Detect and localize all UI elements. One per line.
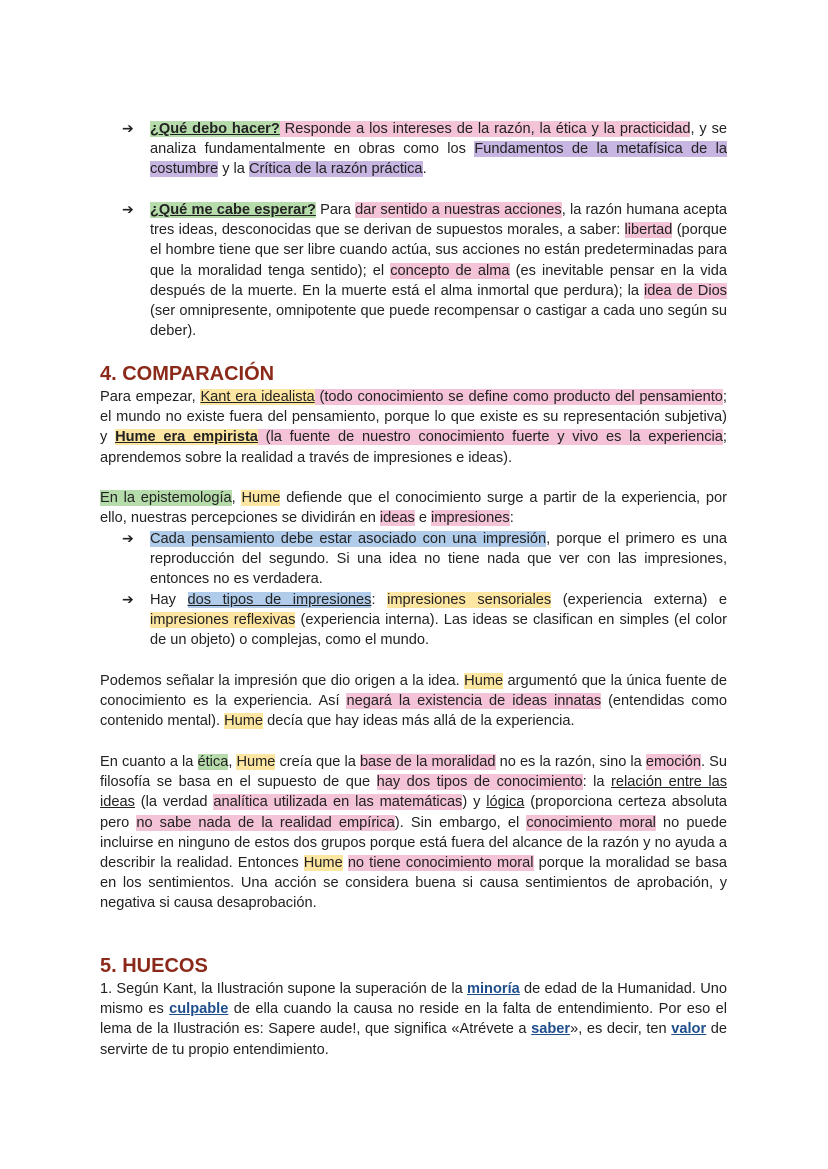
highlight: (todo conocimiento se define como producto del pensamiento xyxy=(314,389,723,405)
highlight: negará la existencia de ideas innatas xyxy=(346,693,602,710)
right-arrow-icon: ➔ xyxy=(122,202,134,218)
paragraph-impresion-origen xyxy=(100,671,727,732)
text: Para empezar, xyxy=(100,389,201,405)
question-heading: ¿Qué me cabe esperar? xyxy=(150,202,316,218)
highlight: impresiones reflexivas xyxy=(150,612,296,629)
highlight-topic: En la epistemología xyxy=(100,490,232,506)
highlight: libertad xyxy=(624,222,673,239)
highlight-book-title: Crítica de la razón práctica xyxy=(248,161,423,178)
highlight: hay dos tipos de conocimiento xyxy=(376,774,583,791)
text: ; aprendemos sobre la realidad a través de impresiones e ideas). xyxy=(100,429,727,466)
highlight-key-idea: dos tipos de impresiones xyxy=(187,592,372,608)
text: (es inevitable pensar en la vida después de la muerte. En la muerte está el alma inmortal que perdura); la xyxy=(150,262,727,299)
paragraph-epistemologia xyxy=(100,488,727,528)
underlined-term: relación entre las ideas xyxy=(100,774,727,811)
text: e xyxy=(414,510,432,527)
bullet-pensamiento-impresion xyxy=(122,529,728,590)
text: : xyxy=(371,592,388,608)
text: , xyxy=(228,754,237,770)
text: y la xyxy=(218,161,249,178)
text: (entendidas como contenido mental). xyxy=(100,693,727,730)
highlight-hume: Hume xyxy=(224,713,264,730)
right-arrow-icon: ➔ xyxy=(122,531,134,547)
highlight: base de la moralidad xyxy=(359,754,496,770)
highlight-book-title: Fundamentos de la metafísica de la costumbre xyxy=(150,141,727,178)
text: (proporciona certeza absoluta pero xyxy=(100,794,727,831)
text: no es la razón, sino la xyxy=(495,754,646,770)
text: ) y xyxy=(462,794,487,811)
highlight: impresiones sensoriales xyxy=(387,592,552,608)
section-heading-comparacion: 4. COMPARACIÓN xyxy=(100,363,275,385)
highlight: impresiones xyxy=(431,510,510,527)
highlight-key-idea: Cada pensamiento debe estar asociado con una impresión xyxy=(150,531,547,547)
fill-in-word-saber: saber xyxy=(531,1021,571,1038)
highlight: Responde a los intereses de la razón, la ética y la practicidad xyxy=(279,121,691,137)
text: defiende que el conocimiento surge a partir de la experiencia, por ello, nuestras percepciones se dividirán en xyxy=(100,490,727,527)
text: , y se analiza fundamentalmente en obras como los xyxy=(150,121,727,158)
text: (experiencia externa) e xyxy=(551,592,727,608)
highlight: (la fuente de nuestro conocimiento fuerte y vivo es la experiencia xyxy=(257,429,723,446)
highlight-topic: ética xyxy=(197,754,229,770)
highlight: idea de Dios xyxy=(644,282,727,299)
text: , porque el primero es una reproducción del segundo. Si una idea no tiene nada que ver con las impresiones, entonces no es verdadera. xyxy=(150,531,728,588)
text: (experiencia interna). Las ideas se clasifican en simples (el color de un objeto) o complejas, como el mundo. xyxy=(150,612,728,649)
right-arrow-icon: ➔ xyxy=(122,592,134,608)
highlight: no tiene conocimiento moral xyxy=(347,855,534,872)
highlight-hume: Hume xyxy=(241,490,281,506)
bullet-que-debo-hacer xyxy=(122,119,727,180)
fill-in-word-valor: valor xyxy=(671,1021,707,1038)
highlight-hume-empirista: Hume era empirista xyxy=(115,429,258,446)
highlight: ideas xyxy=(379,510,415,527)
question-heading: ¿Qué debo hacer? xyxy=(150,121,280,137)
text: : xyxy=(509,510,514,527)
highlight: conocimiento moral xyxy=(526,814,656,831)
text: Hay xyxy=(150,592,188,608)
highlight: analítica utilizada en las matemáticas xyxy=(213,794,463,811)
text: de edad de la Humanidad. Uno mismo es xyxy=(100,981,727,1018)
text: argumentó que la única fuente de conocimiento es la experiencia. Así xyxy=(100,673,727,710)
section-heading-huecos: 5. HUECOS xyxy=(100,955,208,977)
text: : la xyxy=(582,774,611,791)
text: , la razón humana acepta tres ideas, desconocidas que se derivan de supuestos morales, a saber: xyxy=(150,202,727,239)
text: . Su filosofía se basa en el supuesto de que xyxy=(100,754,728,791)
highlight: emoción xyxy=(645,754,702,770)
text: . xyxy=(422,161,427,178)
text: decía que hay ideas más allá de la experiencia. xyxy=(263,713,575,730)
text: ). Sin embargo, el xyxy=(394,814,527,831)
text: de servirte de tu propio entendimiento. xyxy=(100,1021,727,1058)
text: Para xyxy=(315,202,356,218)
highlight: dar sentido a nuestras acciones xyxy=(355,202,562,218)
text: », es decir, ten xyxy=(570,1021,672,1038)
paragraph-kant-hume xyxy=(100,387,727,468)
bullet-tipos-impresiones xyxy=(122,590,728,651)
underlined-term: lógica xyxy=(486,794,525,811)
text: ; el mundo no existe fuera del pensamiento, porque lo que existe es su representación subjetiva) y xyxy=(100,389,727,446)
paragraph-etica xyxy=(100,752,727,914)
highlight-kant-idealista: Kant era idealista xyxy=(200,389,315,405)
highlight-hume: Hume xyxy=(303,855,343,872)
highlight: concepto de alma xyxy=(390,262,510,279)
text: porque la moralidad se basa en los sentimientos. Una acción se considera buena si causa sentimientos de aprobación, y negativa si causa desaprobación. xyxy=(100,855,727,912)
fill-in-word-culpable: culpable xyxy=(169,1001,229,1018)
text: (la verdad xyxy=(134,794,214,811)
text: no puede incluirse en ninguno de estos dos grupos porque está fuera del alcance de la razón y no ayuda a describir la realidad. Entonces xyxy=(100,814,727,872)
text: Podemos señalar la impresión que dio origen a la idea. xyxy=(100,673,465,689)
right-arrow-icon: ➔ xyxy=(122,121,134,137)
bullet-que-me-cabe-esperar xyxy=(122,200,727,341)
text: 1. Según Kant, la Ilustración supone la superación de la xyxy=(100,981,468,997)
text: (porque el hombre tiene que ser libre cuando actúa, sus acciones no están predeterminadas para que la moralidad tenga sentido); el xyxy=(150,222,727,279)
text: creía que la xyxy=(275,754,360,770)
highlight-hume: Hume xyxy=(464,673,504,689)
highlight-hume: Hume xyxy=(236,754,276,770)
text: En cuanto a la xyxy=(100,754,198,770)
text: de ella cuando la causa no reside en la falta de entendimiento. Por eso el lema de la Ilustración es: Sapere aude!, que significa «Atrévete a xyxy=(100,1001,727,1038)
text: , xyxy=(231,490,242,506)
text: (ser omnipresente, omnipotente que puede recompensar o castigar a cada uno según su deber). xyxy=(150,303,727,340)
highlight: no sabe nada de la realidad empírica xyxy=(136,814,395,831)
paragraph-ilustracion xyxy=(100,979,727,1060)
fill-in-word-minoria: minoría xyxy=(467,981,520,997)
